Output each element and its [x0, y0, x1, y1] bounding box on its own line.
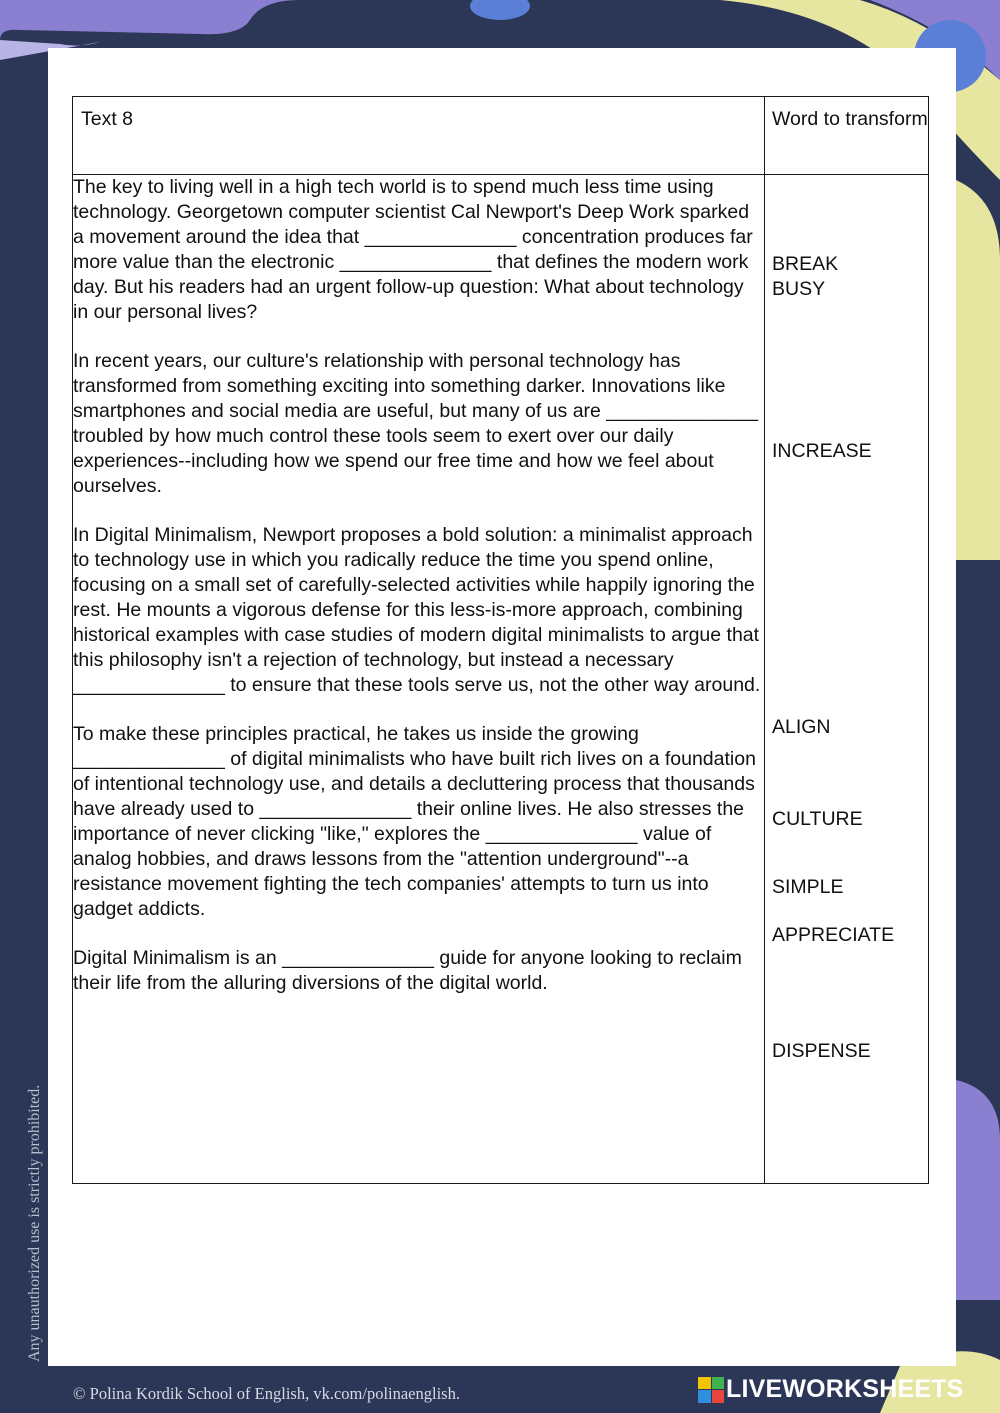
header-title-cell	[73, 97, 765, 175]
word-align: ALIGN	[772, 716, 831, 738]
side-notice: Any unauthorized use is strictly prohibited.	[26, 1084, 43, 1362]
liveworksheets-logo-icon	[698, 1377, 724, 1403]
table-body-row	[73, 175, 929, 1184]
word-cell	[765, 175, 929, 1184]
worksheet-table	[72, 96, 929, 1184]
paragraph-3: In Digital Minimalism, Newport proposes a bold solution: a minimalist approach to technology use in which you radically reduce the time you spend online, focusing on a small set of carefully-selected activities while happily ignoring the rest. He mounts a vigorous defense for this less-is-more approach, combining historical examples with case studies of modern digital minimalists to argue that this philosophy isn't a rejection of technology, but instead a necessary ______________ to ensure that these tools serve us, not the other way around.	[73, 524, 761, 696]
paragraph-2: In recent years, our culture's relationship with personal technology has transformed from something exciting into something darker. Innovations like smartphones and social media are useful, but many of us are ______________ troubled by how much control these tools seem to exert over our daily experiences--including how we spend our free time and how we feel about ourselves.	[73, 350, 759, 497]
paragraph-1: The key to living well in a high tech world is to spend much less time using technology. Georgetown computer scientist Cal Newport's Deep Work sparked a movement around the idea that ______________ concentration produces far more value than the electronic ______________ that defines the modern work day. But his readers had an urgent follow-up question: What about technology in our personal lives?	[73, 176, 753, 323]
word-increase: INCREASE	[772, 440, 872, 462]
paragraph-5: Digital Minimalism is an ______________ guide for anyone looking to reclaim their life from the alluring diversions of the digital world.	[73, 947, 742, 994]
text-cell	[73, 175, 765, 1184]
table-header-row	[73, 97, 929, 175]
header-word-cell	[765, 97, 929, 175]
paragraph-4: To make these principles practical, he takes us inside the growing ______________ of digital minimalists who have built rich lives on a foundation of intentional technology use, and details a decluttering process that thousands have already used to ______________ their online lives. He also stresses the importance of never clicking "like," explores the ______________ value of analog hobbies, and draws lessons from the "attention underground"--a resistance movement fighting the tech companies' attempts to turn us into gadget addicts.	[73, 723, 756, 920]
footer-copyright: © Polina Kordik School of English, vk.com/polinaenglish.	[73, 1384, 460, 1403]
right-purple-arc	[956, 1080, 1000, 1300]
right-yellow-arc	[956, 180, 1000, 560]
word-culture: CULTURE	[772, 808, 863, 830]
top-left-blob	[0, 0, 300, 40]
top-blue-dot	[470, 0, 530, 20]
word-simple: SIMPLE	[772, 876, 844, 898]
liveworksheets-wordmark: LIVEWORKSHEETS	[726, 1375, 964, 1403]
worksheet-page	[48, 48, 956, 1366]
header-title: Text 8	[81, 108, 134, 130]
word-busy: BUSY	[772, 278, 826, 300]
liveworksheets-brand[interactable]	[698, 1375, 964, 1404]
header-word-to-transform: Word to transform	[772, 108, 928, 130]
word-appreciate: APPRECIATE	[772, 924, 895, 946]
word-break: BREAK	[772, 253, 839, 275]
word-dispense: DISPENSE	[772, 1040, 871, 1062]
